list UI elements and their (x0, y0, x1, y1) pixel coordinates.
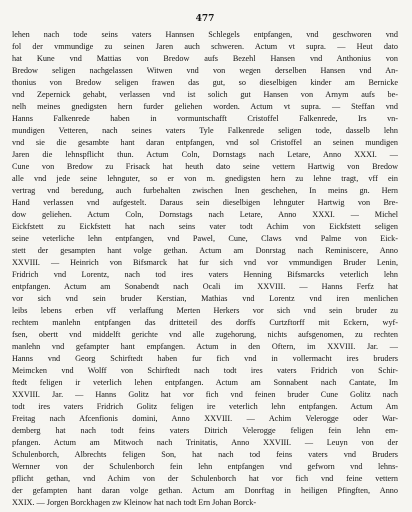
text-line: XXVIII. — Heinrich von Bifsmarck hat fur sich vnd vor vmmundigen Bruder Lenin, (12, 258, 398, 267)
text-line: seine veterliche lehn entpfangen, vnd Pawel, Cune, Claws vnd Palme von Eick- (12, 234, 398, 243)
text-line: lehen nach tode seins vaters Hannsen Schlegels entpfangen, vnd geschworen vnd (12, 30, 398, 39)
text-line: der gefampten hant daran volge gethan. Actum am Donrftag in heiligen Pfingften, Anno (12, 486, 398, 495)
text-line: leibs lebens erben vff verlaffung Merten Herkers vor sich vnd sein bruder zu (12, 306, 398, 315)
text-line: Meimcken vnd Wolff von Schirftedt nach todt ires vaters Fridrich von Schir- (12, 366, 398, 375)
text-line: vertrag vnd beredung, auch furbehalten zwischen Inen geschehen, In meins gn. Hern (12, 186, 398, 195)
text-line: pfangen. Actum am Mitwoch nach Trinitatis, Anno XXVIII. — Leuyn von der (12, 438, 398, 447)
text-line: demberg hat nach todt feins vaters Ditrich Velerogge feligen fein lehn em- (12, 426, 398, 435)
text-line: Jaren die lehnspflicht thun. Actum Coln, Dornstags nach Letare, Anno XXXI. — (12, 150, 398, 159)
text-line: Fridrich vnd Lorentz, nach tod ires vaters Henning Bifsmarcks veterlich lehn (12, 270, 398, 279)
text-line: todt ires vaters Fridrich Golitz feligen ire veterlich lehn entpfangen. Actum Am (12, 402, 398, 411)
text-line: hat Kune vnd Mattias von Bredow aufs Bezehl Hansen vnd Anthonius von (12, 54, 398, 63)
text-line: vnd Zepernick gehabt, verlassen vnd ist solich gut Hansen von Arnym aufs be- (12, 90, 398, 99)
text-line: ftedt feligen ir veterlich lehen entpfangen. Actum am Sonnabent nach Cantate, Im (12, 378, 398, 387)
text-line: manlehn vnd gefampter hant empfangen. Actum in den Oftern, im XXVIII. Jar. — (12, 342, 398, 351)
text-line: Wernner von der Schulenborch fein lehn entpfangen vnd gefworn vnd lehns- (12, 462, 398, 471)
text-line: stett der gesampten hant volge gethan. Actum am Donrstag nach Reminiscere, Anno (12, 246, 398, 255)
text-line: dow geliehen. Actum Coln, Dornstags nach Letare, Anno XXXI. — Michel (12, 210, 398, 219)
text-line: vor sich vnd sein bruder Kerstian, Mathias vnd Lorentz vnd iren menlichen (12, 294, 398, 303)
text-line: rechtem manlehn entpfangen das dritteteil des dorffs Curtzftorff mit Eckern, wyf- (12, 318, 398, 327)
text-line: fol der vmmundige zu seinen Jaren auch schweren. Actum vt supra. — Heut dato (12, 42, 398, 51)
text-line: Schulenborch, Albrechts feligen Son, hat nach tod feins vaters vnd Bruders (12, 450, 398, 459)
text-line: vnd sie die gesambte hant daran entpfangen, vnd sol Cristoffel an seinen mundigen (12, 138, 398, 147)
text-line: XXVIII. Jar. — Hanns Golitz hat vor fich vnd feinen bruder Cune Golitz nach (12, 390, 398, 399)
text-line: Hand verlassen vnd aufgestelt. Daraus sein dieselbigen lehnguter Hartwig von Bre- (12, 198, 398, 207)
page-number: 477 (195, 14, 215, 24)
text-line: alle vnd jede seine lehnguter, so er von m. gnedigsten hern zu lehne tragt, vff ein (12, 174, 398, 183)
text-line: mundigen Vetteren, nach seines vaters Tyle Falkenrede seligen tode, dasselb lehn (12, 126, 398, 135)
text-line: nelh meines gnedigsten hern furder geliehen worden. Actum vt supra. — Steffan vnd (12, 102, 398, 111)
text-line: entpfangen. Actum am Sonabendt nach Ocali im XXVIII. — Hanns Ferfz hat (12, 282, 398, 291)
body-text (12, 29, 398, 509)
text-line: thonius von Bredow seligen frawen das gut, so dieselbigen kinder am Bernicke (12, 78, 398, 87)
text-line: fsen, obertt vnd middelft gerichte vnd alle zugehorung, nichts aufsgenomen, zu rechten (12, 330, 398, 339)
text-line: Hanns Falkenrede haben in vormuntschafft Cristoffel Falkenrede, Irs vn- (12, 114, 398, 123)
text-line: Eickfstett zu Eickfstett hat nach seins vater todt Achim von Eickfstett seligen (12, 222, 398, 231)
text-line: pflicht gethan, vnd Achim von der Schulenborch hat vor fich vnd feine vettern (12, 474, 398, 483)
text-line: Bredow seligen nachgelassen Witwen vnd von wegen derselben Hansen vnd An- (12, 66, 398, 75)
text-line: Freitag nach Afcenfionis domini, Anno XXVIII. — Achim Velerogge oder War- (12, 414, 398, 423)
text-line: Cune von Bredow zu Frisack hat heuth dato seine vettern Hartwig von Bredow (12, 162, 398, 171)
text-line: XXIX. — Jorgen Borckhagen zw Kleinow hat nach todt Ern Johan Borck- (12, 498, 257, 507)
text-line: Hanns vnd Georg Schirftedt haben fur fich vnd in vollermacht ires bruders (12, 354, 398, 363)
